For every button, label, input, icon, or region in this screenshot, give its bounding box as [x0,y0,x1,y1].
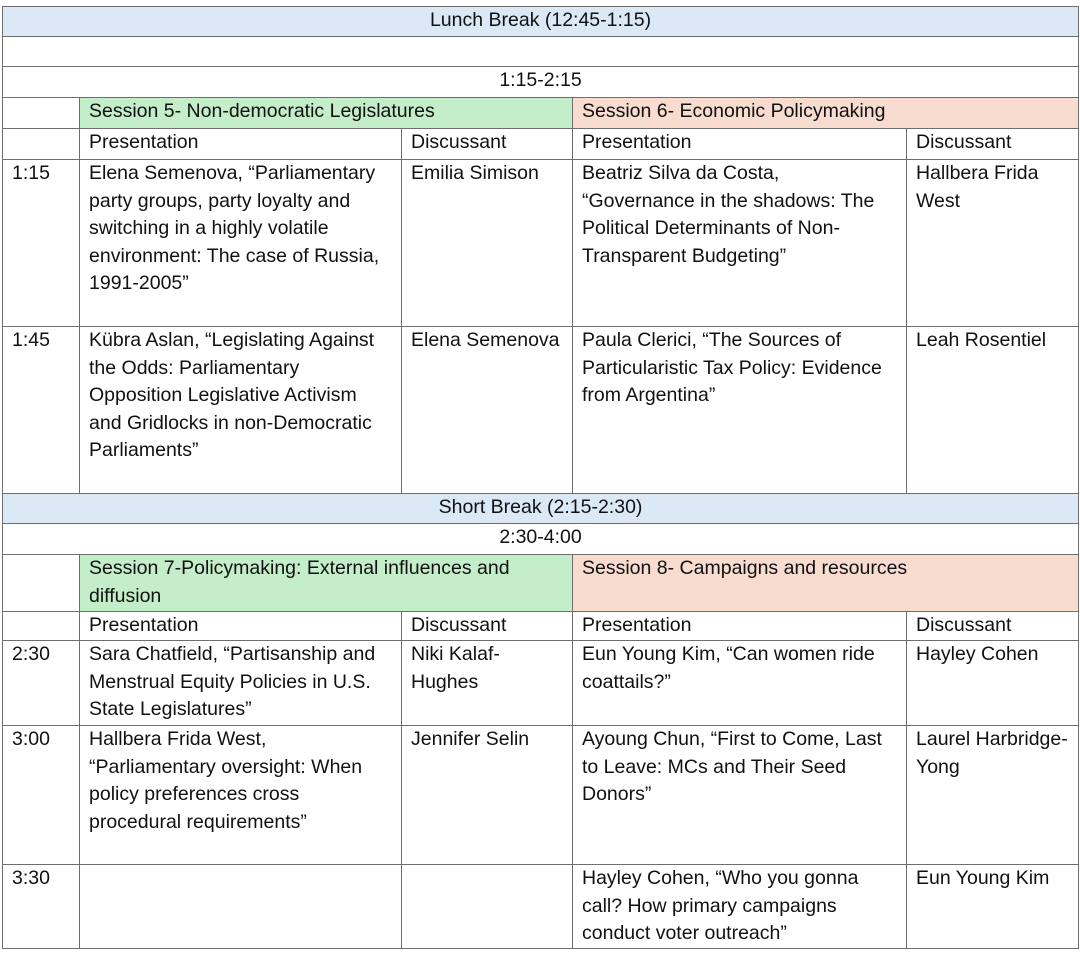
discussant-cell [402,865,573,949]
discussant-cell: Emilia Simison [402,160,573,327]
lunch-break-label: Lunch Break (12:45-1:15) [3,7,1079,37]
discussant-cell: Hayley Cohen [907,641,1079,726]
empty-cell [3,98,80,129]
presentation-cell: Paula Clerici, “The Sources of Particularistic Tax Policy: Evidence from Argentina” [573,327,907,494]
block2-session-row [3,555,1079,612]
discussant-cell: Leah Rosentiel [907,327,1079,494]
discussant-header: Discussant [402,129,573,160]
presentation-cell: Elena Semenova, “Parliamentary party groups, party loyalty and switching in a highly volatile environment: The case of Russia, 1991-2005” [80,160,402,327]
presentation-header: Presentation [80,129,402,160]
session-8-title: Session 8- Campaigns and resources [573,555,1079,612]
time-slot: 3:00 [3,726,80,865]
block1-header-row [3,129,1079,160]
presentation-cell: Hayley Cohen, “Who you gonna call? How primary campaigns conduct voter outreach” [573,865,907,949]
lunch-break-row [3,7,1079,37]
block1-time-row [3,67,1079,98]
session-7-title: Session 7-Policymaking: External influences and diffusion [80,555,573,612]
session-6-title: Session 6- Economic Policymaking [573,98,1079,129]
time-slot: 2:30 [3,641,80,726]
session-5-title: Session 5- Non-democratic Legislatures [80,98,573,129]
short-break-row [3,494,1079,524]
time-slot: 1:45 [3,327,80,494]
block2-time-label: 2:30-4:00 [3,524,1079,555]
discussant-cell: Elena Semenova [402,327,573,494]
block1-time-label: 1:15-2:15 [3,67,1079,98]
block2-time-row [3,524,1079,555]
empty-cell [3,37,1079,67]
presentation-cell: Sara Chatfield, “Partisanship and Menstrual Equity Policies in U.S. State Legislatures” [80,641,402,726]
discussant-cell: Niki Kalaf-Hughes [402,641,573,726]
time-slot: 1:15 [3,160,80,327]
empty-cell [3,612,80,641]
empty-cell [3,129,80,160]
discussant-cell: Hallbera Frida West [907,160,1079,327]
presentation-cell: Hallbera Frida West, “Parliamentary oversight: When policy preferences cross procedural requirements” [80,726,402,865]
discussant-cell: Laurel Harbridge-Yong [907,726,1079,865]
discussant-header: Discussant [907,612,1079,641]
schedule-table [2,6,1079,949]
discussant-header: Discussant [402,612,573,641]
spacer-row [3,37,1079,67]
presentation-cell: Beatriz Silva da Costa, “Governance in the shadows: The Political Determinants of Non-Transparent Budgeting” [573,160,907,327]
table-row [3,327,1079,494]
table-row [3,726,1079,865]
short-break-label: Short Break (2:15-2:30) [3,494,1079,524]
table-row [3,865,1079,949]
presentation-header: Presentation [80,612,402,641]
block2-header-row [3,612,1079,641]
table-row [3,160,1079,327]
table-row [3,641,1079,726]
presentation-header: Presentation [573,129,907,160]
presentation-cell [80,865,402,949]
presentation-header: Presentation [573,612,907,641]
block1-session-row [3,98,1079,129]
discussant-header: Discussant [907,129,1079,160]
presentation-cell: Kübra Aslan, “Legislating Against the Odds: Parliamentary Opposition Legislative Activism and Gridlocks in non-Democratic Parliaments” [80,327,402,494]
discussant-cell: Eun Young Kim [907,865,1079,949]
time-slot: 3:30 [3,865,80,949]
presentation-cell: Eun Young Kim, “Can women ride coattails?” [573,641,907,726]
presentation-cell: Ayoung Chun, “First to Come, Last to Leave: MCs and Their Seed Donors” [573,726,907,865]
empty-cell [3,555,80,612]
discussant-cell: Jennifer Selin [402,726,573,865]
